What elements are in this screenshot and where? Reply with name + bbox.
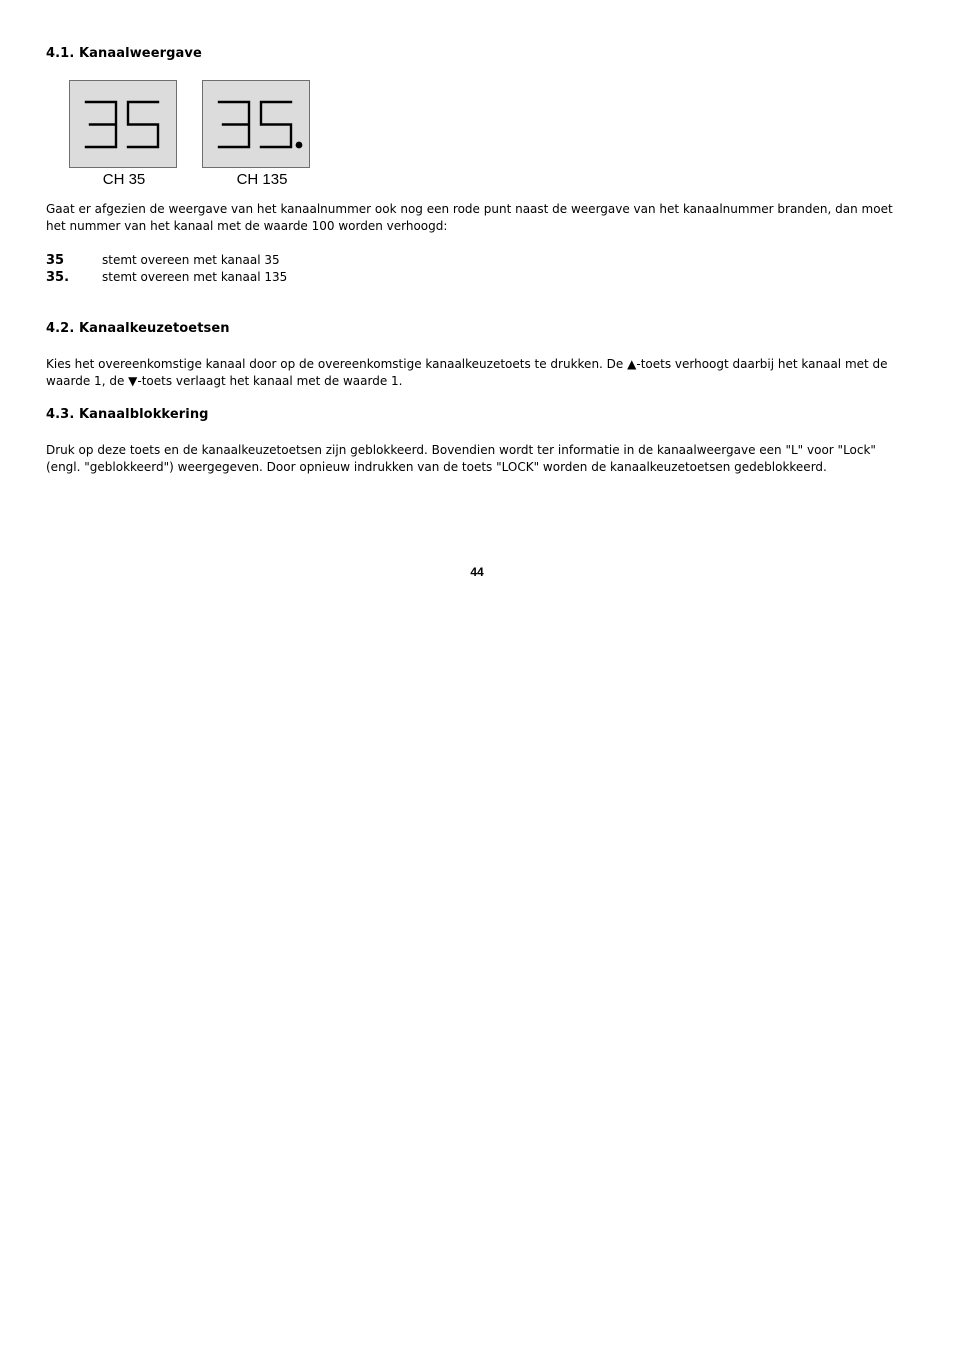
channel-display-135 bbox=[202, 80, 310, 168]
page-number: 44 bbox=[470, 565, 484, 579]
seven-segment-35-dot-icon bbox=[203, 81, 311, 169]
section-heading-kanaalweergave: 4.1. Kanaalweergave bbox=[46, 46, 202, 61]
display-caption-ch35: CH 35 bbox=[102, 171, 146, 188]
list-item-desc: stemt overeen met kanaal 135 bbox=[102, 270, 288, 284]
paragraph-kanaalkeuzetoetsen bbox=[46, 356, 904, 390]
paragraph-text: -toets verhoogt daarbij het kanaal met de waarde 1, de bbox=[46, 357, 888, 388]
paragraph-kanaalblokkering: Druk op deze toets en de kanaalkeuzetoetsen zijn geblokkeerd. Bovendien wordt ter informatie in de kanaalweergave een "L" voor "Lock" (engl. "geblokkeerd") weergegeven. Door opnieuw indrukken van de toets "LOCK" worden de kanaalkeuzetoetsen gedeblokkeerd. bbox=[46, 443, 876, 474]
list-item-desc: stemt overeen met kanaal 35 bbox=[102, 253, 280, 267]
paragraph-text: Kies het overeenkomstige kanaal door op de overeenkomstige kanaalkeuzetoets te drukken. De bbox=[46, 357, 628, 371]
paragraph-text: -toets verlaagt het kanaal met de waarde 1. bbox=[137, 374, 403, 388]
paragraph-kanaalweergave: Gaat er afgezien de weergave van het kanaalnummer ook nog een rode punt naast de weergave van het kanaalnummer branden, dan moet het nummer van het kanaal met de waarde 100 worden verhoogd: bbox=[46, 202, 893, 233]
display-caption-ch135: CH 135 bbox=[236, 171, 288, 188]
decimal-point-icon bbox=[296, 142, 303, 149]
section-heading-kanaalkeuzetoetsen: 4.2. Kanaalkeuzetoetsen bbox=[46, 321, 230, 336]
triangle-up-icon: ▲ bbox=[627, 357, 637, 371]
seven-segment-35-icon bbox=[70, 81, 178, 169]
list-item-key: 35. bbox=[46, 270, 70, 285]
list-item-key: 35 bbox=[46, 253, 65, 268]
channel-display-35 bbox=[69, 80, 177, 168]
triangle-down-icon: ▼ bbox=[128, 374, 138, 388]
section-heading-kanaalblokkering: 4.3. Kanaalblokkering bbox=[46, 407, 209, 422]
